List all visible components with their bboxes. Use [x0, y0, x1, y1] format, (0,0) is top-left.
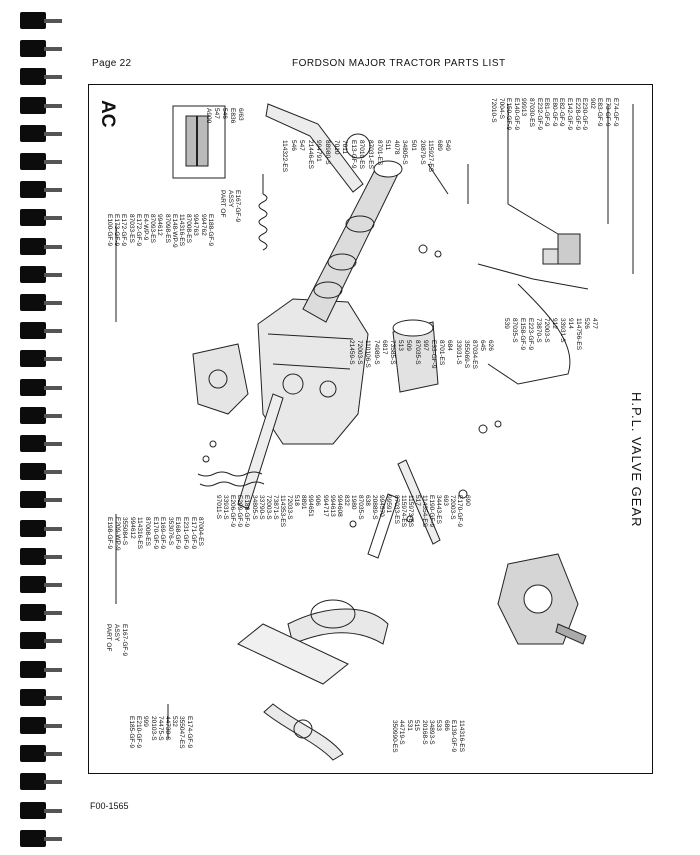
part-label: 33790-S — [257, 495, 265, 520]
part-label: 6/63 — [237, 108, 244, 121]
part-label: 20103-S — [149, 716, 157, 741]
binding-ring — [44, 273, 62, 277]
part-label: E173-GF-9 — [113, 214, 121, 247]
part-label: 87093-ES — [149, 214, 157, 243]
part-label: 7004-S — [497, 98, 505, 119]
binding-tab — [20, 773, 46, 790]
part-label: ASSY — [226, 190, 234, 208]
part-label: E185-GF-9 — [128, 716, 135, 749]
part-label: 546 — [289, 140, 297, 151]
binding-tab — [20, 745, 46, 762]
binding-tab — [20, 520, 46, 537]
part-label: 912 — [551, 318, 558, 329]
part-label: E209-GF-9 — [236, 495, 244, 528]
part-label: 994791 — [315, 140, 323, 162]
part-label: 74989-S — [372, 340, 380, 365]
binding-tab — [20, 435, 46, 452]
exploded-parts-diagram — [88, 84, 651, 772]
part-label: 513 — [397, 340, 405, 351]
binding-tab — [20, 12, 46, 29]
part-label: 355084-S — [121, 517, 129, 546]
part-label: E74-GF-9 — [611, 98, 619, 127]
binding-ring — [44, 357, 62, 361]
binding-tab — [20, 661, 46, 678]
part-label: 689 — [435, 140, 443, 151]
binding-ring — [44, 583, 62, 587]
part-label: 72010-S — [490, 98, 497, 123]
part-label: 72033-S — [286, 495, 293, 520]
part-label: 526 — [583, 318, 590, 329]
part-label: 355047-ES — [178, 716, 186, 749]
binding-ring — [44, 47, 62, 51]
binding-ring — [44, 639, 62, 643]
part-label: 509 — [405, 340, 413, 351]
spiral-binding — [0, 0, 62, 855]
part-label: E836 — [229, 108, 236, 124]
part-label: 6817 — [380, 340, 388, 355]
binding-ring — [44, 668, 62, 672]
part-label: E170-GF-9 — [151, 517, 159, 550]
part-label: PART OF — [219, 190, 226, 218]
binding-ring — [44, 19, 62, 23]
part-label: 832 — [342, 495, 350, 506]
part-label: 353076-S — [166, 517, 174, 546]
part-label: 997 — [421, 340, 429, 351]
part-label: 74475-S — [156, 716, 164, 741]
part-label: 87010-ES — [358, 140, 366, 169]
part-label: E188-GF-9 — [206, 214, 214, 247]
binding-tab — [20, 407, 46, 424]
part-label: 515 — [413, 720, 421, 731]
part-label: 518 — [293, 495, 301, 506]
part-label: 533 — [435, 720, 443, 731]
binding-ring — [44, 498, 62, 502]
part-label: 87033-ES — [392, 495, 400, 524]
part-label: 547 — [298, 140, 306, 151]
binding-tab — [20, 238, 46, 255]
part-label: 477 — [591, 318, 598, 329]
part-label: E82-GF-9 — [558, 98, 566, 127]
part-label: 72003-S — [264, 495, 272, 520]
part-label: 7010 — [332, 140, 340, 155]
part-label: ASSY — [113, 624, 120, 642]
part-label: E33-GF-9 — [430, 340, 437, 369]
part-label: E169-GF-9 — [159, 517, 167, 550]
part-label: 994612 — [128, 517, 136, 539]
part-label: 20879-S — [418, 140, 426, 165]
part-label: 8701-ES — [375, 140, 383, 166]
binding-tab — [20, 40, 46, 57]
part-label: 73871-S — [271, 495, 279, 520]
binding-tab — [20, 294, 46, 311]
part-label: 114316-ES — [178, 214, 185, 247]
part-label: E228-GF-9 — [573, 98, 581, 131]
part-label: 914 — [567, 318, 574, 329]
part-label: 906 — [314, 495, 322, 506]
part-label: 87030-ES — [528, 98, 535, 127]
binding-tab — [20, 604, 46, 621]
part-label: 87031-ES — [367, 140, 374, 169]
part-label: 73585-S — [389, 340, 396, 365]
part-label: 994570 — [378, 495, 386, 517]
part-label: 33931-S — [559, 318, 566, 343]
part-label: 34805-S — [250, 495, 258, 520]
binding-tab — [20, 689, 46, 706]
binding-ring — [44, 414, 62, 418]
binding-ring — [44, 611, 62, 615]
part-label: 33931-S — [454, 340, 462, 365]
binding-tab — [20, 548, 46, 565]
part-label: E83-GF-9 — [596, 98, 604, 127]
part-label: 99591 — [385, 495, 393, 514]
part-label: E210-GF-9 — [135, 716, 143, 749]
part-label: 994613 — [328, 495, 336, 517]
part-label: 902 — [588, 98, 596, 109]
part-label: 114354-ES — [420, 495, 428, 528]
part-label: E186-GF-9 — [243, 495, 251, 528]
part-label: 88980-S — [324, 140, 331, 165]
part-label: E167-GF-9 — [121, 624, 128, 657]
part-label: 73870-S — [535, 318, 542, 343]
part-label: 87035-S — [413, 340, 421, 365]
part-label: E142-GF-9 — [566, 98, 573, 131]
part-label: E209-WP-9 — [113, 517, 121, 551]
part-label: 20889-S — [371, 495, 379, 520]
part-label: E139-GF-9 — [450, 720, 458, 753]
binding-tab — [20, 576, 46, 593]
part-label: E4-WP-9 — [142, 214, 149, 241]
part-label: 549 — [444, 140, 452, 151]
part-label: E172-GF-9 — [134, 214, 142, 247]
part-label: E172-GF-9 — [120, 214, 128, 247]
binding-ring — [44, 752, 62, 756]
part-label: 531 — [405, 720, 413, 731]
part-label: 539 — [503, 318, 510, 329]
part-label: 72003-S — [449, 495, 457, 520]
part-label: 4078 — [392, 140, 400, 155]
part-label: E150-GF-9 — [505, 98, 513, 131]
binding-ring — [44, 470, 62, 474]
part-label: E148-WP-9 — [170, 214, 178, 248]
part-label: E100-GF-9 — [106, 214, 113, 247]
binding-ring — [44, 555, 62, 559]
part-label: 501 — [410, 140, 417, 151]
part-label: 110106-S — [364, 340, 372, 368]
binding-ring — [44, 301, 62, 305]
binding-tab — [20, 830, 46, 847]
part-label: 115974-ES — [399, 495, 407, 528]
part-label: 546 — [221, 108, 228, 119]
part-label: 87008-ES — [144, 517, 151, 546]
part-label: 115927-ES — [427, 140, 435, 173]
part-label: E174-GF-9 — [185, 716, 193, 749]
part-label: 21446-ES — [306, 140, 314, 169]
part-label: A900 — [205, 108, 212, 124]
part-label: E168-GF-9 — [174, 517, 182, 550]
binding-tab — [20, 350, 46, 367]
part-label: 72003-S — [356, 340, 364, 365]
diagram-title: H.P.L. VALVE GEAR — [629, 392, 644, 528]
part-label: 686 — [442, 720, 450, 731]
part-label: E140-GF-9 — [512, 98, 520, 131]
binding-ring — [44, 160, 62, 164]
part-label: 87098-ES — [163, 214, 171, 243]
binding-tab — [20, 153, 46, 170]
document-title: FORDSON MAJOR TRACTOR PARTS LIST — [292, 58, 506, 69]
part-label: 994612 — [156, 214, 164, 236]
part-label: 511 — [384, 140, 392, 151]
part-label: 8891 — [300, 495, 308, 510]
binding-ring — [44, 104, 62, 108]
part-label: E230-GF-9 — [581, 98, 589, 131]
part-label: 97011-S — [215, 495, 222, 520]
part-label: 99913 — [520, 98, 528, 117]
part-label: E231-GF-9 — [182, 517, 189, 550]
part-label: 638 — [364, 495, 372, 506]
part-label: 114756-ES — [575, 318, 582, 351]
part-label: 994651 — [307, 495, 315, 517]
part-label: 645 — [479, 340, 487, 351]
part-label: 999 — [142, 716, 150, 727]
part-label: 87004-ES — [197, 517, 205, 546]
binding-ring — [44, 329, 62, 333]
part-label: 350990-ES — [391, 720, 398, 753]
part-label: E223-GF-9 — [527, 318, 534, 351]
part-label: E198-GF-9 — [106, 517, 113, 550]
binding-ring — [44, 132, 62, 136]
part-label: 994762 — [199, 214, 207, 236]
part-label: 994608 — [335, 495, 343, 517]
part-label: 693 — [442, 495, 450, 506]
binding-ring — [44, 696, 62, 700]
part-label: E158-GF-9 — [519, 318, 526, 351]
footer-code: F00-1565 — [90, 801, 129, 811]
part-label: E80-GF-9 — [550, 98, 558, 127]
part-label: 517 — [413, 495, 421, 506]
binding-tab — [20, 68, 46, 85]
part-label: E81-GF-9 — [543, 98, 551, 127]
part-label: 87035-S — [357, 495, 364, 520]
part-label: 34443-ES — [435, 495, 443, 524]
part-label: 72003-S — [543, 318, 550, 343]
part-label: 690 — [463, 495, 471, 506]
part-label: 44730-S — [164, 716, 171, 741]
part-label: E171-GF-9 — [189, 517, 197, 550]
part-label: 1980 — [349, 495, 357, 510]
page-number: Page 22 — [92, 58, 132, 69]
binding-tab — [20, 125, 46, 142]
part-label: 532 — [171, 716, 179, 727]
binding-ring — [44, 837, 62, 841]
binding-tab — [20, 802, 46, 819]
binding-tab — [20, 717, 46, 734]
binding-ring — [44, 724, 62, 728]
binding-ring — [44, 442, 62, 446]
part-label: 21459-S — [348, 340, 355, 365]
part-label: 34805-S — [401, 140, 409, 165]
part-label: 114353-ES — [278, 495, 286, 528]
part-label: 87035-S — [511, 318, 518, 343]
part-label: E190-GF-9 — [428, 495, 435, 528]
binding-tab — [20, 322, 46, 339]
binding-tab — [20, 491, 46, 508]
part-label: 8701-ES — [438, 340, 446, 366]
binding-tab — [20, 379, 46, 396]
binding-ring — [44, 75, 62, 79]
binding-ring — [44, 386, 62, 390]
part-label: E73-GF-9 — [604, 98, 611, 127]
part-label: E232-GF-9 — [535, 98, 543, 131]
part-label: 33931-S — [222, 495, 230, 520]
binding-tab — [20, 266, 46, 283]
part-label: 994763 — [192, 214, 200, 236]
part-label: PART OF — [105, 624, 112, 652]
part-label: 114322-ES — [281, 140, 288, 173]
section-code: AC — [97, 100, 118, 128]
part-label: 994717 — [321, 495, 329, 517]
binding-tab — [20, 209, 46, 226]
binding-ring — [44, 245, 62, 249]
binding-ring — [44, 780, 62, 784]
binding-ring — [44, 188, 62, 192]
binding-tab — [20, 632, 46, 649]
binding-tab — [20, 181, 46, 198]
part-label: E206-GF-9 — [229, 495, 237, 528]
part-label: 87034-ES — [471, 340, 478, 369]
part-label: E167-GF-9 — [234, 190, 241, 223]
part-label: 684 — [446, 340, 454, 351]
part-label: 114316-ES — [457, 720, 465, 753]
part-label: 114316-ES — [136, 517, 144, 550]
part-label: 7011 — [341, 140, 349, 154]
part-label: 626 — [487, 340, 495, 351]
part-label: 44719-S — [398, 720, 406, 745]
binding-tab — [20, 97, 46, 114]
part-label: E13-GF-9 — [349, 140, 357, 169]
binding-ring — [44, 527, 62, 531]
part-label: 34893-S — [428, 720, 435, 745]
part-label: 87033-ES — [127, 214, 135, 243]
part-label: E170-GF-9 — [456, 495, 464, 528]
part-label: 115973-ES — [406, 495, 414, 528]
part-label: 355069-S — [462, 340, 470, 369]
binding-ring — [44, 216, 62, 220]
part-label: 87008-ES — [185, 214, 193, 243]
binding-ring — [44, 809, 62, 813]
part-label: 547 — [213, 108, 220, 119]
part-label: 20168-S — [420, 720, 428, 745]
binding-tab — [20, 463, 46, 480]
